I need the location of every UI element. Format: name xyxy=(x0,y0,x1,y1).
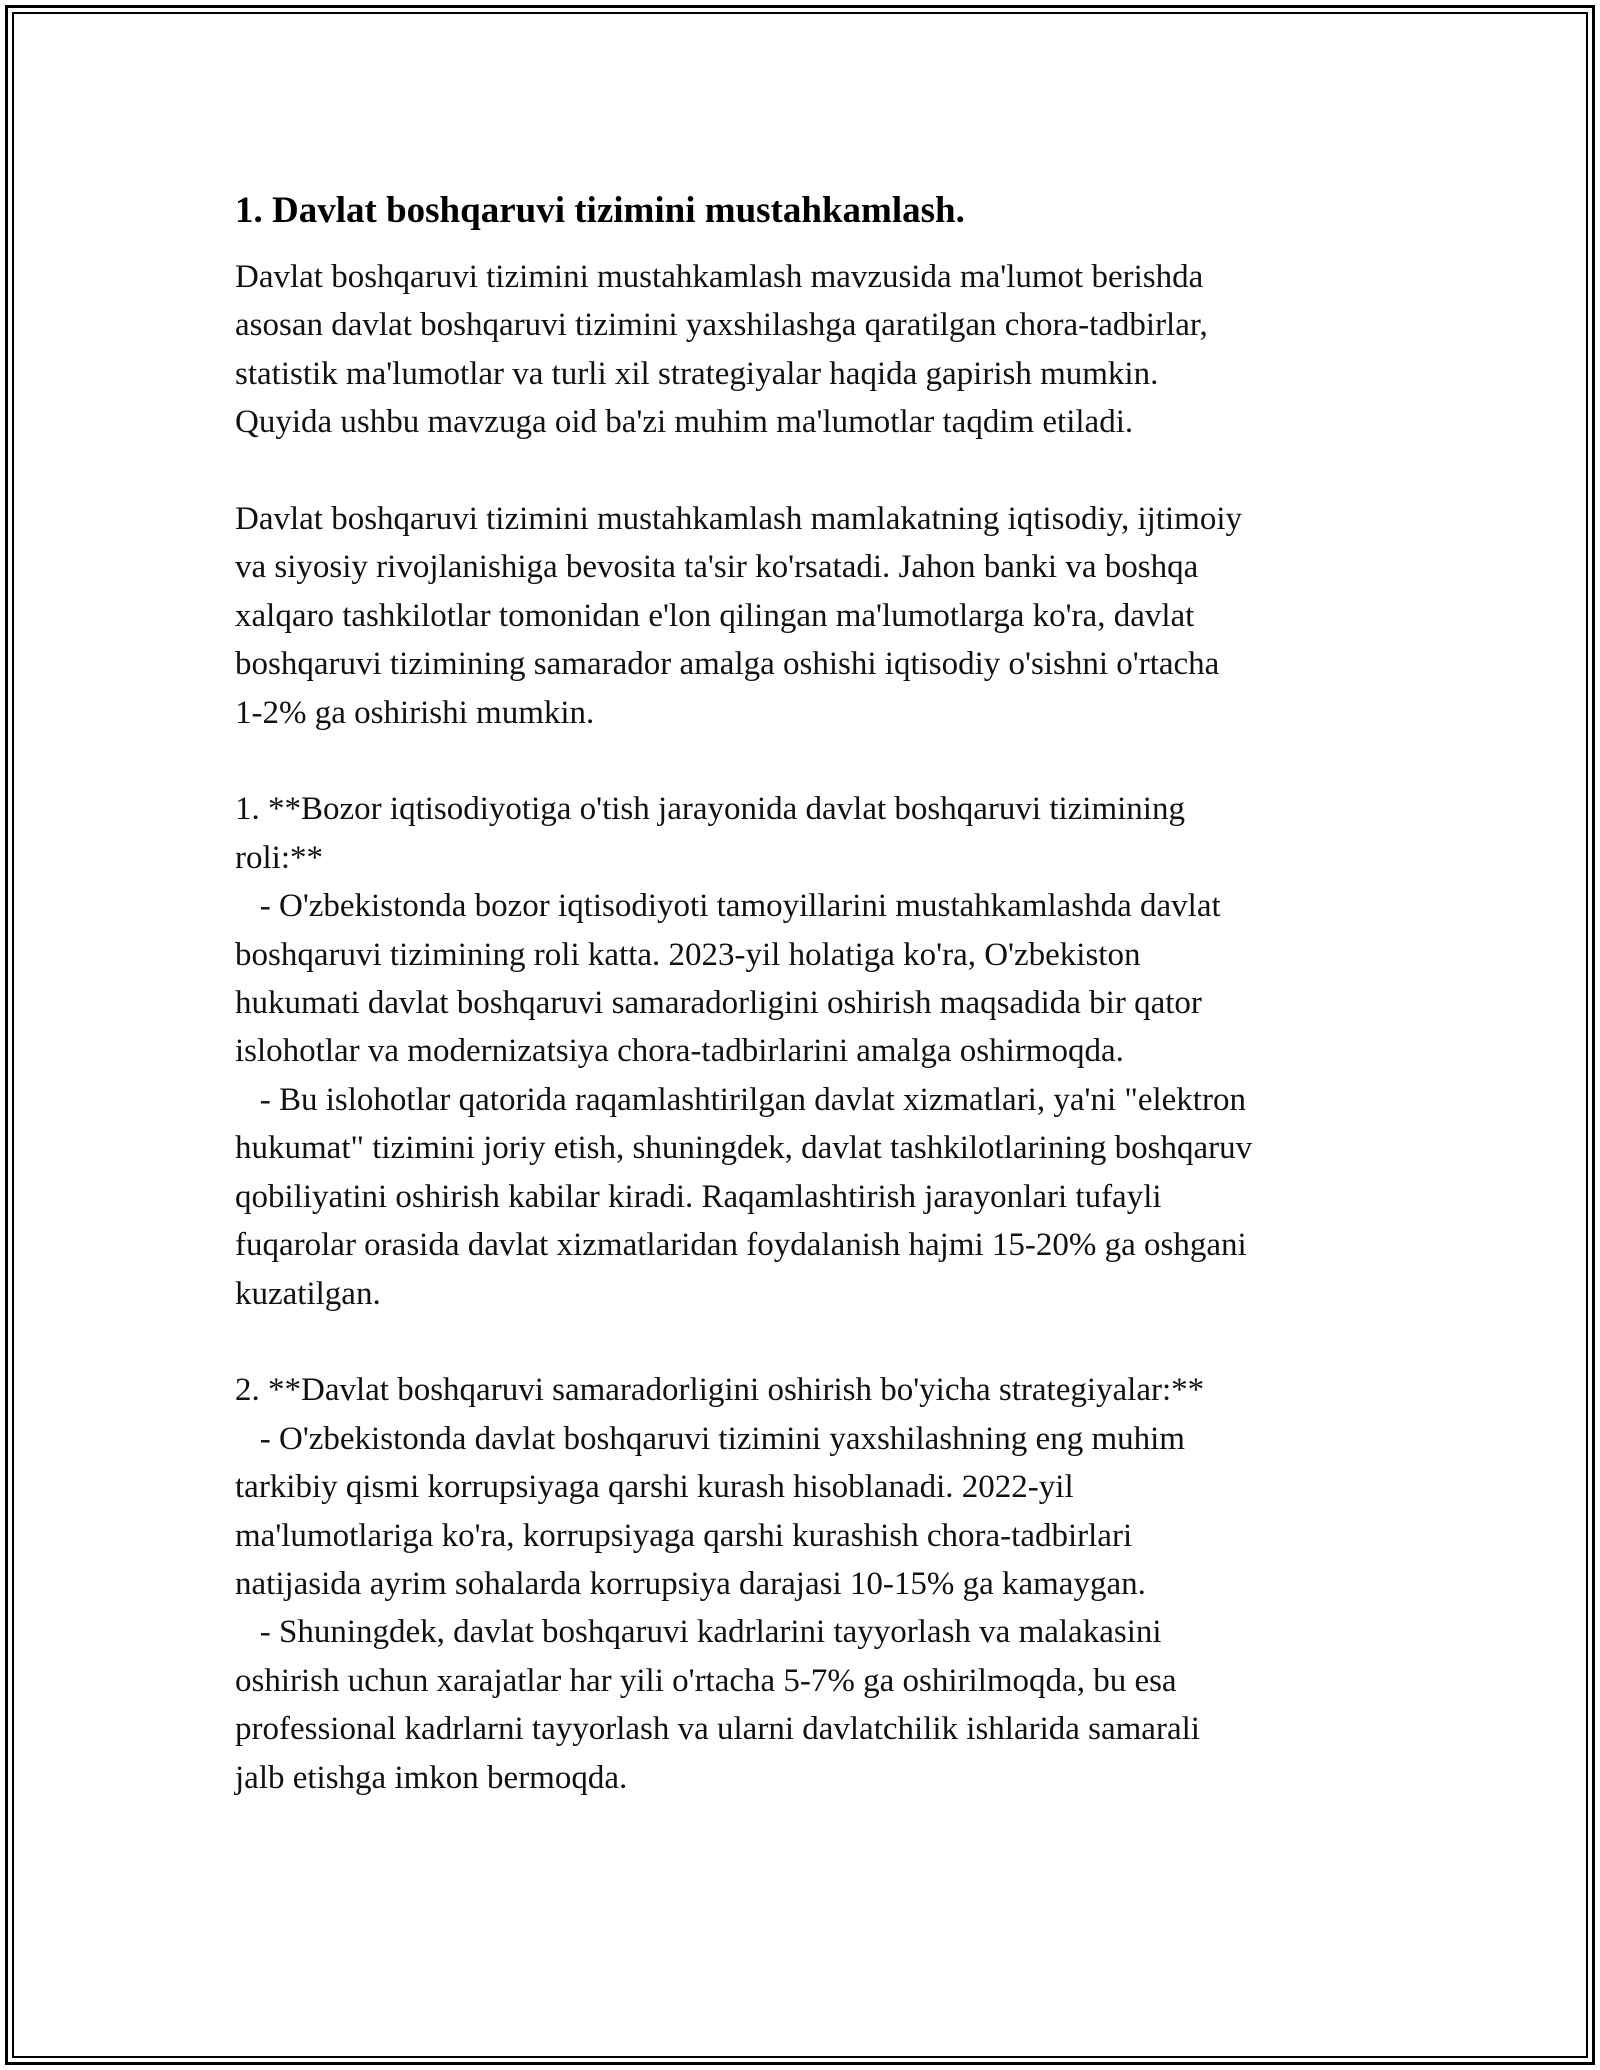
body-line: xalqaro tashkilotlar tomonidan e'lon qilingan ma'lumotlarga ko'ra, davlat xyxy=(235,597,1195,634)
body-line: qobiliyatini oshirish kabilar kiradi. Raqamlashtirish jarayonlari tufayli xyxy=(235,1178,1162,1215)
document-title: 1. Davlat boshqaruvi tizimini mustahkamlash. xyxy=(235,190,965,231)
document-content xyxy=(235,185,1385,1802)
body-line: - O'zbekistonda bozor iqtisodiyoti tamoyillarini mustahkamlashda davlat xyxy=(235,888,1221,925)
body-line: fuqarolar orasida davlat xizmatlaridan foydalanish hajmi 15-20% ga oshgani xyxy=(235,1227,1247,1264)
body-line: Davlat boshqaruvi tizimini mustahkamlash mavzusida ma'lumot berishda xyxy=(235,259,1204,295)
body-line: ma'lumotlariga ko'ra, korrupsiyaga qarshi kurashish chora-tadbirlari xyxy=(235,1517,1133,1554)
body-line: tarkibiy qismi korrupsiyaga qarshi kurash hisoblanadi. 2022-yil xyxy=(235,1469,1074,1506)
body-line: statistik ma'lumotlar va turli xil strategiyalar haqida gapirish mumkin. xyxy=(235,355,1159,392)
body-line: professional kadrlarni tayyorlash va ularni davlatchilik ishlarida samarali xyxy=(235,1711,1200,1748)
body-line: 1. **Bozor iqtisodiyotiga o'tish jarayonida davlat boshqaruvi tizimining xyxy=(235,791,1185,828)
body-line: Quyida ushbu mavzuga oid ba'zi muhim ma'lumotlar taqdim etiladi. xyxy=(235,404,1134,441)
body-line: islohotlar va modernizatsiya chora-tadbirlarini amalga oshirmoqda. xyxy=(235,1033,1124,1070)
body-line: jalb etishga imkon bermoqda. xyxy=(235,1759,628,1796)
body-line: natijasida ayrim sohalarda korrupsiya darajasi 10-15% ga kamaygan. xyxy=(235,1565,1146,1602)
document-body xyxy=(235,253,1385,1802)
body-line: va siyosiy rivojlanishiga bevosita ta'sir ko'rsatadi. Jahon banki va boshqa xyxy=(235,549,1199,586)
body-line: Davlat boshqaruvi tizimini mustahkamlash mamlakatning iqtisodiy, ijtimoiy xyxy=(235,501,1242,538)
body-line: - Bu islohotlar qatorida raqamlashtirilgan davlat xizmatlari, ya'ni "elektron xyxy=(235,1081,1246,1118)
body-line: oshirish uchun xarajatlar har yili o'rtacha 5-7% ga oshirilmoqda, bu esa xyxy=(235,1662,1177,1699)
body-line: - O'zbekistonda davlat boshqaruvi tizimini yaxshilashning eng muhim xyxy=(235,1420,1185,1457)
blank-line xyxy=(235,1318,1385,1366)
blank-line xyxy=(235,737,1385,785)
body-line: 2. **Davlat boshqaruvi samaradorligini oshirish bo'yicha strategiyalar:** xyxy=(235,1372,1205,1409)
blank-line xyxy=(235,447,1385,495)
body-line: kuzatilgan. xyxy=(235,1275,381,1312)
body-line: - Shuningdek, davlat boshqaruvi kadrlarini tayyorlash va malakasini xyxy=(235,1614,1162,1651)
body-line: hukumat" tizimini joriy etish, shuningdek, davlat tashkilotlarining boshqaruv xyxy=(235,1130,1253,1167)
body-line: asosan davlat boshqaruvi tizimini yaxshilashga qaratilgan chora-tadbirlar, xyxy=(235,307,1208,344)
body-line: boshqaruvi tizimining samarador amalga oshishi iqtisodiy o'sishni o'rtacha xyxy=(235,646,1220,683)
body-line: hukumati davlat boshqaruvi samaradorligini oshirish maqsadida bir qator xyxy=(235,985,1202,1022)
body-line: boshqaruvi tizimining roli katta. 2023-yil holatiga ko'ra, O'zbekiston xyxy=(235,936,1141,973)
body-line: roli:** xyxy=(235,839,323,876)
body-line: 1-2% ga oshirishi mumkin. xyxy=(235,694,595,731)
